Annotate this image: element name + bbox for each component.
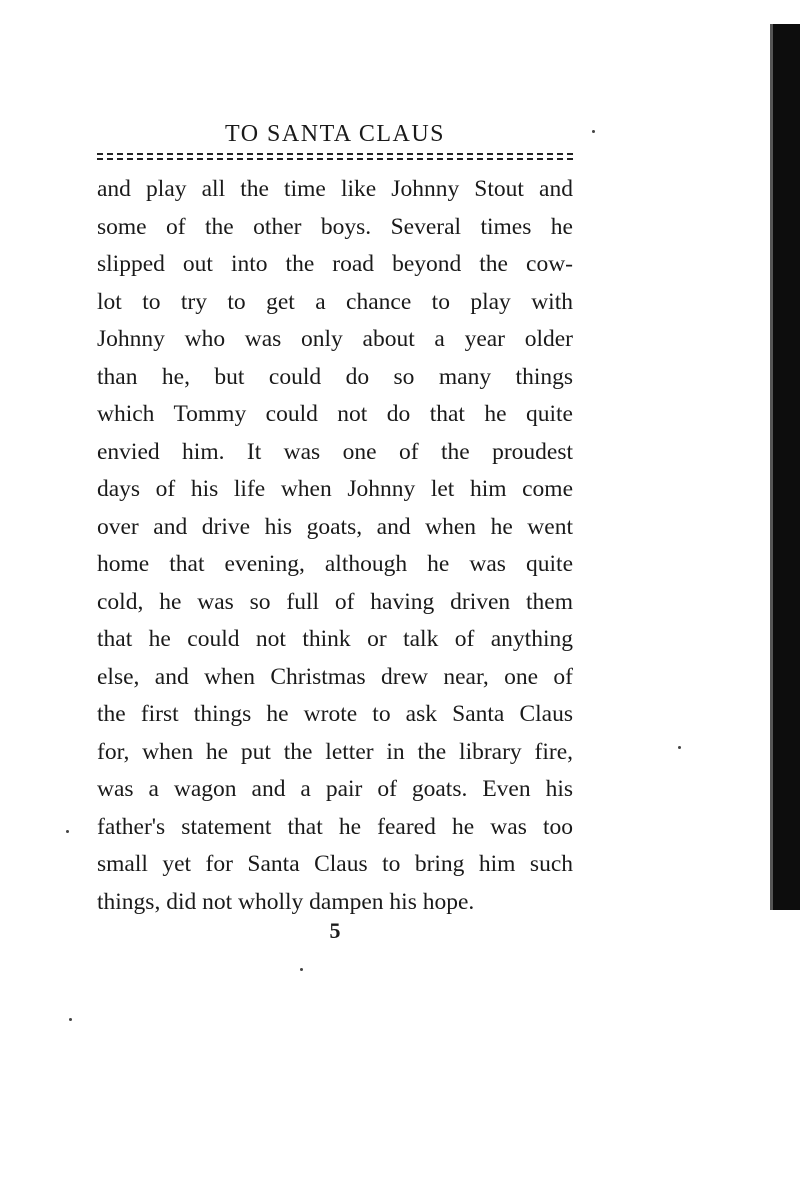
text-line: which Tommy could not do that he quite	[97, 401, 573, 427]
body-text	[97, 171, 573, 921]
text-line: slipped out into the road beyond the cow-	[97, 251, 573, 277]
running-head: TO SANTA CLAUS	[225, 121, 445, 147]
text-line: over and drive his goats, and when he went	[97, 513, 573, 540]
header-rule-top	[97, 153, 573, 155]
text-line: for, when he put the letter in the library fire,	[97, 738, 573, 765]
scan-speck	[300, 968, 303, 971]
text-line: days of his life when Johnny let him come	[97, 476, 573, 502]
text-line: some of the other boys. Several times he	[97, 213, 573, 240]
adjacent-page-edge-shadow	[770, 24, 773, 910]
scan-speck	[592, 130, 595, 133]
text-line: lot to try to get a chance to play with	[97, 288, 573, 315]
text-line: else, and when Christmas drew near, one of	[97, 663, 573, 690]
text-line: cold, he was so full of having driven them	[97, 588, 573, 615]
adjacent-page-edge	[772, 24, 800, 910]
text-line: father's statement that he feared he was too	[97, 813, 573, 840]
text-line: Johnny who was only about a year older	[97, 326, 573, 352]
text-line: things, did not wholly dampen his hope.	[97, 888, 475, 915]
text-line: envied him. It was one of the proudest	[97, 438, 573, 465]
scan-speck	[678, 746, 681, 749]
scan-speck	[69, 1018, 72, 1021]
text-line: small yet for Santa Claus to bring him such	[97, 851, 573, 877]
page-number: 5	[329, 918, 341, 943]
text-line: home that evening, although he was quite	[97, 551, 573, 577]
text-line: than he, but could do so many things	[97, 363, 573, 390]
text-line: was a wagon and a pair of goats. Even his	[97, 776, 573, 802]
text-line: and play all the time like Johnny Stout and	[97, 176, 573, 202]
header-rule-bottom	[97, 158, 573, 160]
text-line: that he could not think or talk of anything	[97, 626, 573, 652]
text-line: the first things he wrote to ask Santa Claus	[97, 701, 573, 727]
scan-speck	[66, 830, 69, 833]
